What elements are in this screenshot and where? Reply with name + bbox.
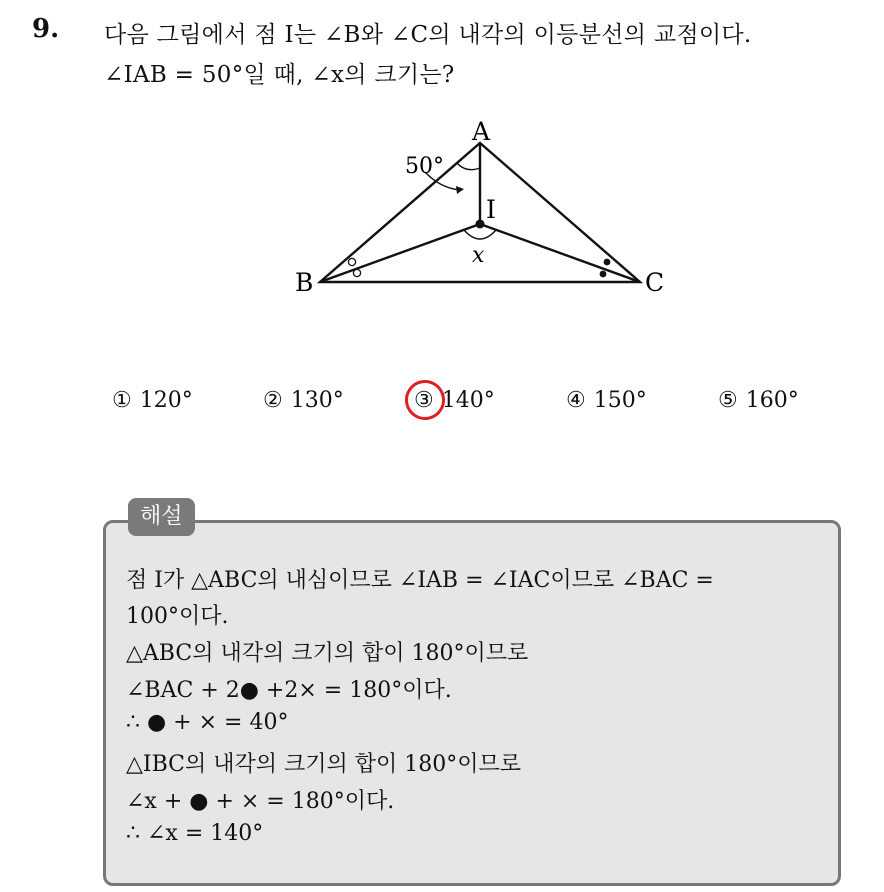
solution-line-4: ∠BAC + 2● +2× = 180°이다. (126, 678, 452, 703)
solution-line-3: △ABC의 내각의 크기의 합이 180°이므로 (126, 641, 529, 666)
choice-5[interactable]: ⑤ 160° (718, 388, 799, 413)
solution-tag: 해설 (128, 498, 195, 536)
solution-line-7: ∠x + ● + × = 180°이다. (126, 789, 395, 814)
label-b: B (295, 268, 314, 297)
label-i: I (486, 195, 496, 224)
solution-line-6: △IBC의 내각의 크기의 합이 180°이므로 (126, 752, 522, 777)
angle-pointer-arrowhead (456, 186, 464, 194)
label-x: x (472, 243, 485, 268)
angle-arc-x (464, 230, 496, 239)
solution-line-1: 점 I가 △ABC의 내심이므로 ∠IAB = ∠IAC이므로 ∠BAC = (126, 568, 714, 593)
segment-ci (480, 224, 640, 282)
incenter-point (476, 220, 485, 229)
choice-2[interactable]: ② 130° (263, 388, 344, 413)
angle-mark-b-lower (353, 269, 360, 276)
angle-mark-b-upper (348, 258, 355, 265)
choice-1[interactable]: ① 120° (112, 388, 193, 413)
choice-4[interactable]: ④ 150° (566, 388, 647, 413)
angle-mark-c-upper (604, 259, 611, 266)
triangle-figure (250, 110, 690, 310)
solution-line-2: 100°이다. (126, 604, 229, 629)
label-c: C (645, 268, 665, 297)
label-a: A (472, 117, 491, 146)
question-text-line1: 다음 그림에서 점 I는 ∠B와 ∠C의 내각의 이등분선의 교점이다. (104, 22, 752, 48)
solution-line-5: ∴ ● + × = 40° (126, 710, 289, 735)
solution-line-8: ∴ ∠x = 140° (126, 821, 264, 846)
question-text-line2: ∠IAB = 50°일 때, ∠x의 크기는? (104, 62, 455, 88)
segment-bi (320, 224, 480, 282)
choice-3[interactable]: ③ 140° (414, 388, 495, 413)
angle-mark-c-lower (600, 271, 607, 278)
question-number: 9. (32, 14, 60, 44)
label-angle-50: 50° (405, 154, 444, 179)
angle-arc-a (457, 163, 480, 170)
